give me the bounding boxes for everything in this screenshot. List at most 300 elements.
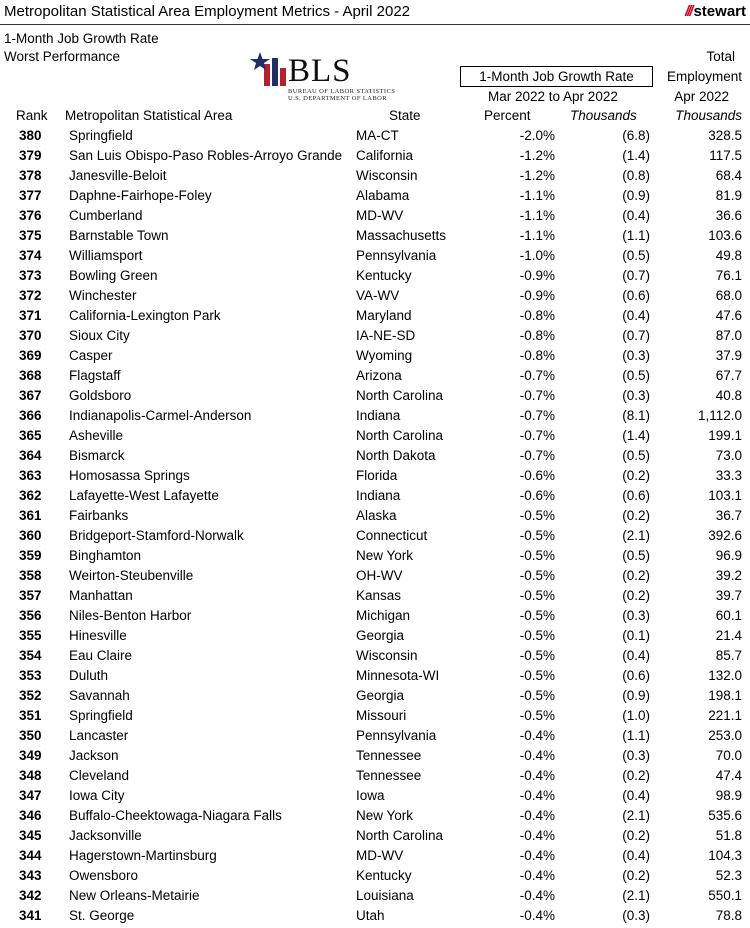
table-row [0, 666, 750, 686]
state-cell: Wisconsin [356, 168, 418, 183]
thousands-cell: (0.2) [622, 868, 650, 883]
table-row [0, 826, 750, 846]
state-cell: North Carolina [356, 428, 444, 443]
table-row [0, 866, 750, 886]
thousands-cell: (0.3) [622, 348, 650, 363]
table-row [0, 606, 750, 626]
msa-cell: Lancaster [69, 728, 129, 743]
bls-subtext-2: U.S. DEPARTMENT OF LABOR [288, 95, 387, 102]
msa-cell: Bowling Green [69, 268, 158, 283]
employment-cell: 117.5 [709, 148, 742, 163]
percent-cell: -0.5% [519, 508, 555, 523]
percent-cell: -0.5% [519, 548, 555, 563]
table-row [0, 346, 750, 366]
msa-cell: Iowa City [69, 788, 125, 803]
msa-cell: Buffalo-Cheektowaga-Niagara Falls [69, 808, 282, 823]
state-cell: Maryland [356, 308, 412, 323]
msa-cell: Bridgeport-Stamford-Norwalk [69, 528, 244, 543]
employment-cell: 76.1 [715, 268, 742, 283]
thousands-cell: (0.8) [622, 168, 650, 183]
employment-cell: 98.9 [715, 788, 742, 803]
table-row [0, 366, 750, 386]
state-cell: Florida [356, 468, 398, 483]
thousands-header: Thousands [570, 108, 637, 123]
state-cell: Georgia [356, 688, 405, 703]
employment-cell: 550.1 [708, 888, 742, 903]
msa-cell: Savannah [69, 688, 130, 703]
thousands-cell: (0.7) [622, 328, 650, 343]
msa-cell: Barnstable Town [69, 228, 169, 243]
rank-cell: 374 [19, 248, 42, 263]
rank-cell: 359 [19, 548, 42, 563]
employment-cell: 253.0 [708, 728, 742, 743]
rank-cell: 364 [19, 448, 42, 463]
percent-cell: -0.7% [519, 408, 555, 423]
percent-cell: -0.8% [519, 308, 555, 323]
employment-cell: 51.8 [715, 828, 742, 843]
thousands-cell: (0.2) [622, 588, 650, 603]
state-cell: Tennessee [356, 748, 422, 763]
table-row [0, 546, 750, 566]
thousands-cell: (0.6) [622, 668, 650, 683]
state-cell: Michigan [356, 608, 411, 623]
percent-cell: -1.1% [519, 228, 555, 243]
rank-cell: 343 [19, 868, 42, 883]
table-row [0, 806, 750, 826]
rank-cell: 356 [19, 608, 42, 623]
employment-cell: 36.6 [715, 208, 742, 223]
percent-cell: -1.1% [519, 188, 555, 203]
thousands-cell: (0.2) [622, 568, 650, 583]
rank-header: Rank [16, 108, 48, 123]
rank-cell: 371 [19, 308, 42, 323]
employment-cell: 36.7 [715, 508, 742, 523]
employment-cell: 39.7 [715, 588, 742, 603]
state-cell: Iowa [356, 788, 385, 803]
rank-cell: 354 [19, 648, 42, 663]
employment-cell: 221.1 [708, 708, 742, 723]
state-cell: North Dakota [356, 448, 436, 463]
employment-cell: 198.1 [708, 688, 742, 703]
total-header-2: Employment [666, 69, 742, 84]
msa-cell: Jacksonville [69, 828, 142, 843]
msa-cell: Duluth [69, 668, 109, 683]
table-row [0, 206, 750, 226]
table-row [0, 486, 750, 506]
percent-cell: -0.7% [519, 388, 555, 403]
state-cell: California [356, 148, 414, 163]
rank-cell: 367 [19, 388, 42, 403]
table-row [0, 306, 750, 326]
rank-cell: 361 [19, 508, 42, 523]
growth-group-header: 1-Month Job Growth Rate [460, 66, 653, 87]
thousands-cell: (8.1) [622, 408, 650, 423]
state-cell: IA-NE-SD [356, 328, 416, 343]
rank-cell: 350 [19, 728, 42, 743]
employment-cell: 47.4 [715, 768, 742, 783]
thousands-cell: (0.2) [622, 508, 650, 523]
percent-cell: -1.1% [519, 208, 555, 223]
thousands-cell: (0.5) [622, 248, 650, 263]
msa-cell: Winchester [69, 288, 137, 303]
percent-cell: -0.4% [519, 728, 555, 743]
state-cell: Wisconsin [356, 648, 418, 663]
state-cell: VA-WV [356, 288, 400, 303]
msa-cell: Cleveland [69, 768, 130, 783]
stewart-logo: /// stewart [684, 3, 746, 20]
table-row [0, 726, 750, 746]
percent-cell: -0.7% [519, 428, 555, 443]
thousands-cell: (0.5) [622, 548, 650, 563]
msa-cell: Indianapolis-Carmel-Anderson [69, 408, 252, 423]
thousands-cell: (1.4) [622, 428, 650, 443]
employment-cell: 60.1 [715, 608, 742, 623]
table-row [0, 166, 750, 186]
table-row [0, 586, 750, 606]
thousands-cell: (0.9) [622, 688, 650, 703]
thousands-cell: (0.5) [622, 448, 650, 463]
employment-cell: 40.8 [715, 388, 742, 403]
rank-cell: 355 [19, 628, 42, 643]
msa-cell: Weirton-Steubenville [69, 568, 194, 583]
percent-cell: -1.2% [519, 168, 555, 183]
percent-cell: -0.6% [519, 468, 555, 483]
thousands-cell: (2.1) [622, 808, 650, 823]
percent-cell: -0.5% [519, 688, 555, 703]
state-cell: New York [356, 548, 414, 563]
thousands-cell: (0.2) [622, 768, 650, 783]
thousands-cell: (1.1) [622, 228, 650, 243]
state-cell: Alabama [356, 188, 410, 203]
bls-wordmark: BLS [288, 53, 352, 89]
percent-cell: -1.2% [519, 148, 555, 163]
thousands-cell: (0.4) [622, 308, 650, 323]
state-cell: MD-WV [356, 848, 404, 863]
rank-cell: 365 [19, 428, 42, 443]
employment-cell: 328.5 [708, 128, 742, 143]
rank-cell: 351 [19, 708, 42, 723]
msa-cell: Eau Claire [69, 648, 133, 663]
rank-cell: 349 [19, 748, 42, 763]
table-row [0, 146, 750, 166]
rank-cell: 378 [19, 168, 42, 183]
msa-cell: San Luis Obispo-Paso Robles-Arroyo Grande [69, 148, 343, 163]
thousands-cell: (0.7) [622, 268, 650, 283]
employment-cell: 132.0 [708, 668, 742, 683]
thousands-cell: (0.2) [622, 468, 650, 483]
state-cell: New York [356, 808, 414, 823]
msa-cell: Homosassa Springs [69, 468, 190, 483]
msa-cell: Casper [69, 348, 113, 363]
msa-cell: Cumberland [69, 208, 143, 223]
table-row [0, 626, 750, 646]
state-cell: Minnesota-WI [356, 668, 440, 683]
percent-cell: -0.7% [519, 368, 555, 383]
percent-cell: -0.5% [519, 648, 555, 663]
table-row [0, 226, 750, 246]
state-cell: Georgia [356, 628, 405, 643]
table-row [0, 686, 750, 706]
employment-cell: 52.3 [715, 868, 742, 883]
msa-cell: Williamsport [69, 248, 143, 263]
thousands-cell: (0.5) [622, 368, 650, 383]
msa-cell: Bismarck [69, 448, 125, 463]
state-cell: Kentucky [356, 268, 412, 283]
total-thousands-header: Thousands [675, 108, 742, 123]
employment-cell: 1,112.0 [697, 408, 742, 423]
employment-cell: 67.7 [715, 368, 742, 383]
rank-cell: 345 [19, 828, 42, 843]
state-cell: Utah [356, 908, 385, 923]
data-table [0, 126, 750, 926]
total-header-1: Total [706, 49, 735, 64]
rank-cell: 362 [19, 488, 42, 503]
employment-cell: 87.0 [715, 328, 742, 343]
rank-cell: 368 [19, 368, 42, 383]
msa-cell: New Orleans-Metairie [69, 888, 200, 903]
state-header: State [389, 108, 421, 123]
state-cell: Arizona [356, 368, 402, 383]
state-cell: Wyoming [356, 348, 413, 363]
thousands-cell: (0.4) [622, 648, 650, 663]
state-cell: Connecticut [356, 528, 428, 543]
thousands-cell: (2.1) [622, 888, 650, 903]
subtitle-metric: 1-Month Job Growth Rate [4, 31, 159, 46]
percent-cell: -0.6% [519, 488, 555, 503]
rank-cell: 373 [19, 268, 42, 283]
msa-cell: Niles-Benton Harbor [69, 608, 192, 623]
rank-cell: 372 [19, 288, 42, 303]
table-row [0, 426, 750, 446]
thousands-cell: (1.4) [622, 148, 650, 163]
rank-cell: 370 [19, 328, 42, 343]
percent-cell: -0.4% [519, 768, 555, 783]
rank-cell: 375 [19, 228, 42, 243]
thousands-cell: (0.6) [622, 488, 650, 503]
thousands-cell: (2.1) [622, 528, 650, 543]
total-header-3: Apr 2022 [674, 89, 729, 104]
thousands-cell: (0.6) [622, 288, 650, 303]
state-cell: Kansas [356, 588, 402, 603]
table-row [0, 886, 750, 906]
msa-cell: Hagerstown-Martinsburg [69, 848, 217, 863]
state-cell: Louisiana [356, 888, 414, 903]
msa-cell: Flagstaff [69, 368, 121, 383]
employment-cell: 81.9 [715, 188, 742, 203]
state-cell: Massachusetts [356, 228, 447, 243]
state-cell: Pennsylvania [356, 248, 437, 263]
table-row [0, 846, 750, 866]
employment-cell: 33.3 [715, 468, 742, 483]
employment-cell: 68.4 [715, 168, 742, 183]
state-cell: Missouri [356, 708, 407, 723]
state-cell: Alaska [356, 508, 397, 523]
percent-cell: -0.9% [519, 268, 555, 283]
percent-cell: -0.4% [519, 788, 555, 803]
rank-cell: 376 [19, 208, 42, 223]
thousands-cell: (0.9) [622, 188, 650, 203]
table-row [0, 386, 750, 406]
percent-cell: -1.0% [519, 248, 555, 263]
msa-cell: Jackson [69, 748, 119, 763]
employment-cell: 37.9 [715, 348, 742, 363]
msa-header: Metropolitan Statistical Area [65, 108, 233, 123]
table-row [0, 766, 750, 786]
rank-cell: 352 [19, 688, 42, 703]
rank-cell: 353 [19, 668, 42, 683]
percent-cell: -0.8% [519, 328, 555, 343]
thousands-cell: (6.8) [622, 128, 650, 143]
rank-cell: 377 [19, 188, 42, 203]
table-row [0, 906, 750, 926]
percent-cell: -0.4% [519, 808, 555, 823]
employment-cell: 70.0 [715, 748, 742, 763]
percent-cell: -0.5% [519, 668, 555, 683]
rank-cell: 360 [19, 528, 42, 543]
table-row [0, 286, 750, 306]
rank-cell: 347 [19, 788, 42, 803]
employment-cell: 21.4 [715, 628, 742, 643]
title-bar [0, 0, 750, 25]
percent-cell: -0.8% [519, 348, 555, 363]
percent-cell: -0.5% [519, 588, 555, 603]
table-row [0, 466, 750, 486]
percent-cell: -0.4% [519, 868, 555, 883]
msa-cell: Springfield [69, 708, 133, 723]
thousands-cell: (1.0) [622, 708, 650, 723]
table-row [0, 646, 750, 666]
state-cell: North Carolina [356, 388, 444, 403]
table-row [0, 406, 750, 426]
thousands-cell: (1.1) [622, 728, 650, 743]
table-row [0, 566, 750, 586]
msa-cell: Springfield [69, 128, 133, 143]
msa-cell: Asheville [69, 428, 124, 443]
table-row [0, 746, 750, 766]
employment-cell: 73.0 [715, 448, 742, 463]
state-cell: Indiana [356, 408, 401, 423]
rank-cell: 357 [19, 588, 42, 603]
percent-cell: -0.5% [519, 608, 555, 623]
table-row [0, 246, 750, 266]
state-cell: Tennessee [356, 768, 422, 783]
state-cell: North Carolina [356, 828, 444, 843]
bls-subtext-1: BUREAU OF LABOR STATISTICS [288, 88, 396, 95]
percent-cell: -0.4% [519, 828, 555, 843]
percent-cell: -0.5% [519, 708, 555, 723]
percent-cell: -0.5% [519, 528, 555, 543]
msa-cell: Hinesville [69, 628, 127, 643]
thousands-cell: (0.4) [622, 848, 650, 863]
percent-cell: -0.7% [519, 448, 555, 463]
state-cell: MD-WV [356, 208, 404, 223]
table-row [0, 266, 750, 286]
employment-cell: 78.8 [715, 908, 742, 923]
table-row [0, 186, 750, 206]
rank-cell: 346 [19, 808, 42, 823]
table-row [0, 446, 750, 466]
thousands-cell: (0.4) [622, 208, 650, 223]
rank-cell: 341 [19, 908, 42, 923]
thousands-cell: (0.3) [622, 388, 650, 403]
percent-cell: -0.4% [519, 888, 555, 903]
percent-cell: -0.4% [519, 748, 555, 763]
state-cell: MA-CT [356, 128, 399, 143]
msa-cell: California-Lexington Park [69, 308, 221, 323]
rank-cell: 366 [19, 408, 42, 423]
employment-cell: 392.6 [708, 528, 742, 543]
employment-cell: 103.6 [708, 228, 742, 243]
table-row [0, 506, 750, 526]
msa-cell: Fairbanks [69, 508, 129, 523]
msa-cell: Daphne-Fairhope-Foley [69, 188, 212, 203]
thousands-cell: (0.3) [622, 608, 650, 623]
state-cell: Kentucky [356, 868, 412, 883]
table-row [0, 706, 750, 726]
table-row [0, 786, 750, 806]
employment-cell: 103.1 [708, 488, 742, 503]
employment-cell: 68.0 [715, 288, 742, 303]
state-cell: Pennsylvania [356, 728, 437, 743]
rank-cell: 363 [19, 468, 42, 483]
percent-cell: -0.5% [519, 568, 555, 583]
msa-cell: Sioux City [69, 328, 130, 343]
rank-cell: 369 [19, 348, 42, 363]
thousands-cell: (0.2) [622, 828, 650, 843]
msa-cell: Manhattan [69, 588, 133, 603]
employment-cell: 535.6 [708, 808, 742, 823]
rank-cell: 358 [19, 568, 42, 583]
msa-cell: St. George [69, 908, 135, 923]
employment-cell: 39.2 [715, 568, 742, 583]
employment-cell: 47.6 [715, 308, 742, 323]
growth-period-header: Mar 2022 to Apr 2022 [488, 89, 618, 104]
employment-cell: 85.7 [715, 648, 742, 663]
msa-cell: Binghamton [69, 548, 142, 563]
table-row [0, 126, 750, 146]
employment-cell: 104.3 [708, 848, 742, 863]
state-cell: Indiana [356, 488, 401, 503]
thousands-cell: (0.3) [622, 748, 650, 763]
thousands-cell: (0.4) [622, 788, 650, 803]
rank-cell: 348 [19, 768, 42, 783]
percent-cell: -0.5% [519, 628, 555, 643]
employment-cell: 96.9 [715, 548, 742, 563]
msa-cell: Owensboro [69, 868, 139, 883]
msa-cell: Goldsboro [69, 388, 132, 403]
rank-cell: 380 [19, 128, 42, 143]
logo-mark-icon: /// [684, 3, 692, 20]
table-row [0, 526, 750, 546]
thousands-cell: (0.1) [622, 628, 650, 643]
page-title: Metropolitan Statistical Area Employment Metrics - April 2022 [4, 3, 411, 20]
rank-cell: 344 [19, 848, 42, 863]
thousands-cell: (0.3) [622, 908, 650, 923]
percent-header: Percent [484, 108, 531, 123]
employment-cell: 49.8 [715, 248, 742, 263]
state-cell: OH-WV [356, 568, 403, 583]
percent-cell: -0.4% [519, 848, 555, 863]
rank-cell: 342 [19, 888, 42, 903]
rank-cell: 379 [19, 148, 42, 163]
percent-cell: -2.0% [519, 128, 555, 143]
msa-cell: Janesville-Beloit [69, 168, 167, 183]
employment-cell: 199.1 [708, 428, 742, 443]
table-row [0, 326, 750, 346]
msa-cell: Lafayette-West Lafayette [69, 488, 219, 503]
percent-cell: -0.4% [519, 908, 555, 923]
subtitle-ranking: Worst Performance [4, 49, 121, 64]
